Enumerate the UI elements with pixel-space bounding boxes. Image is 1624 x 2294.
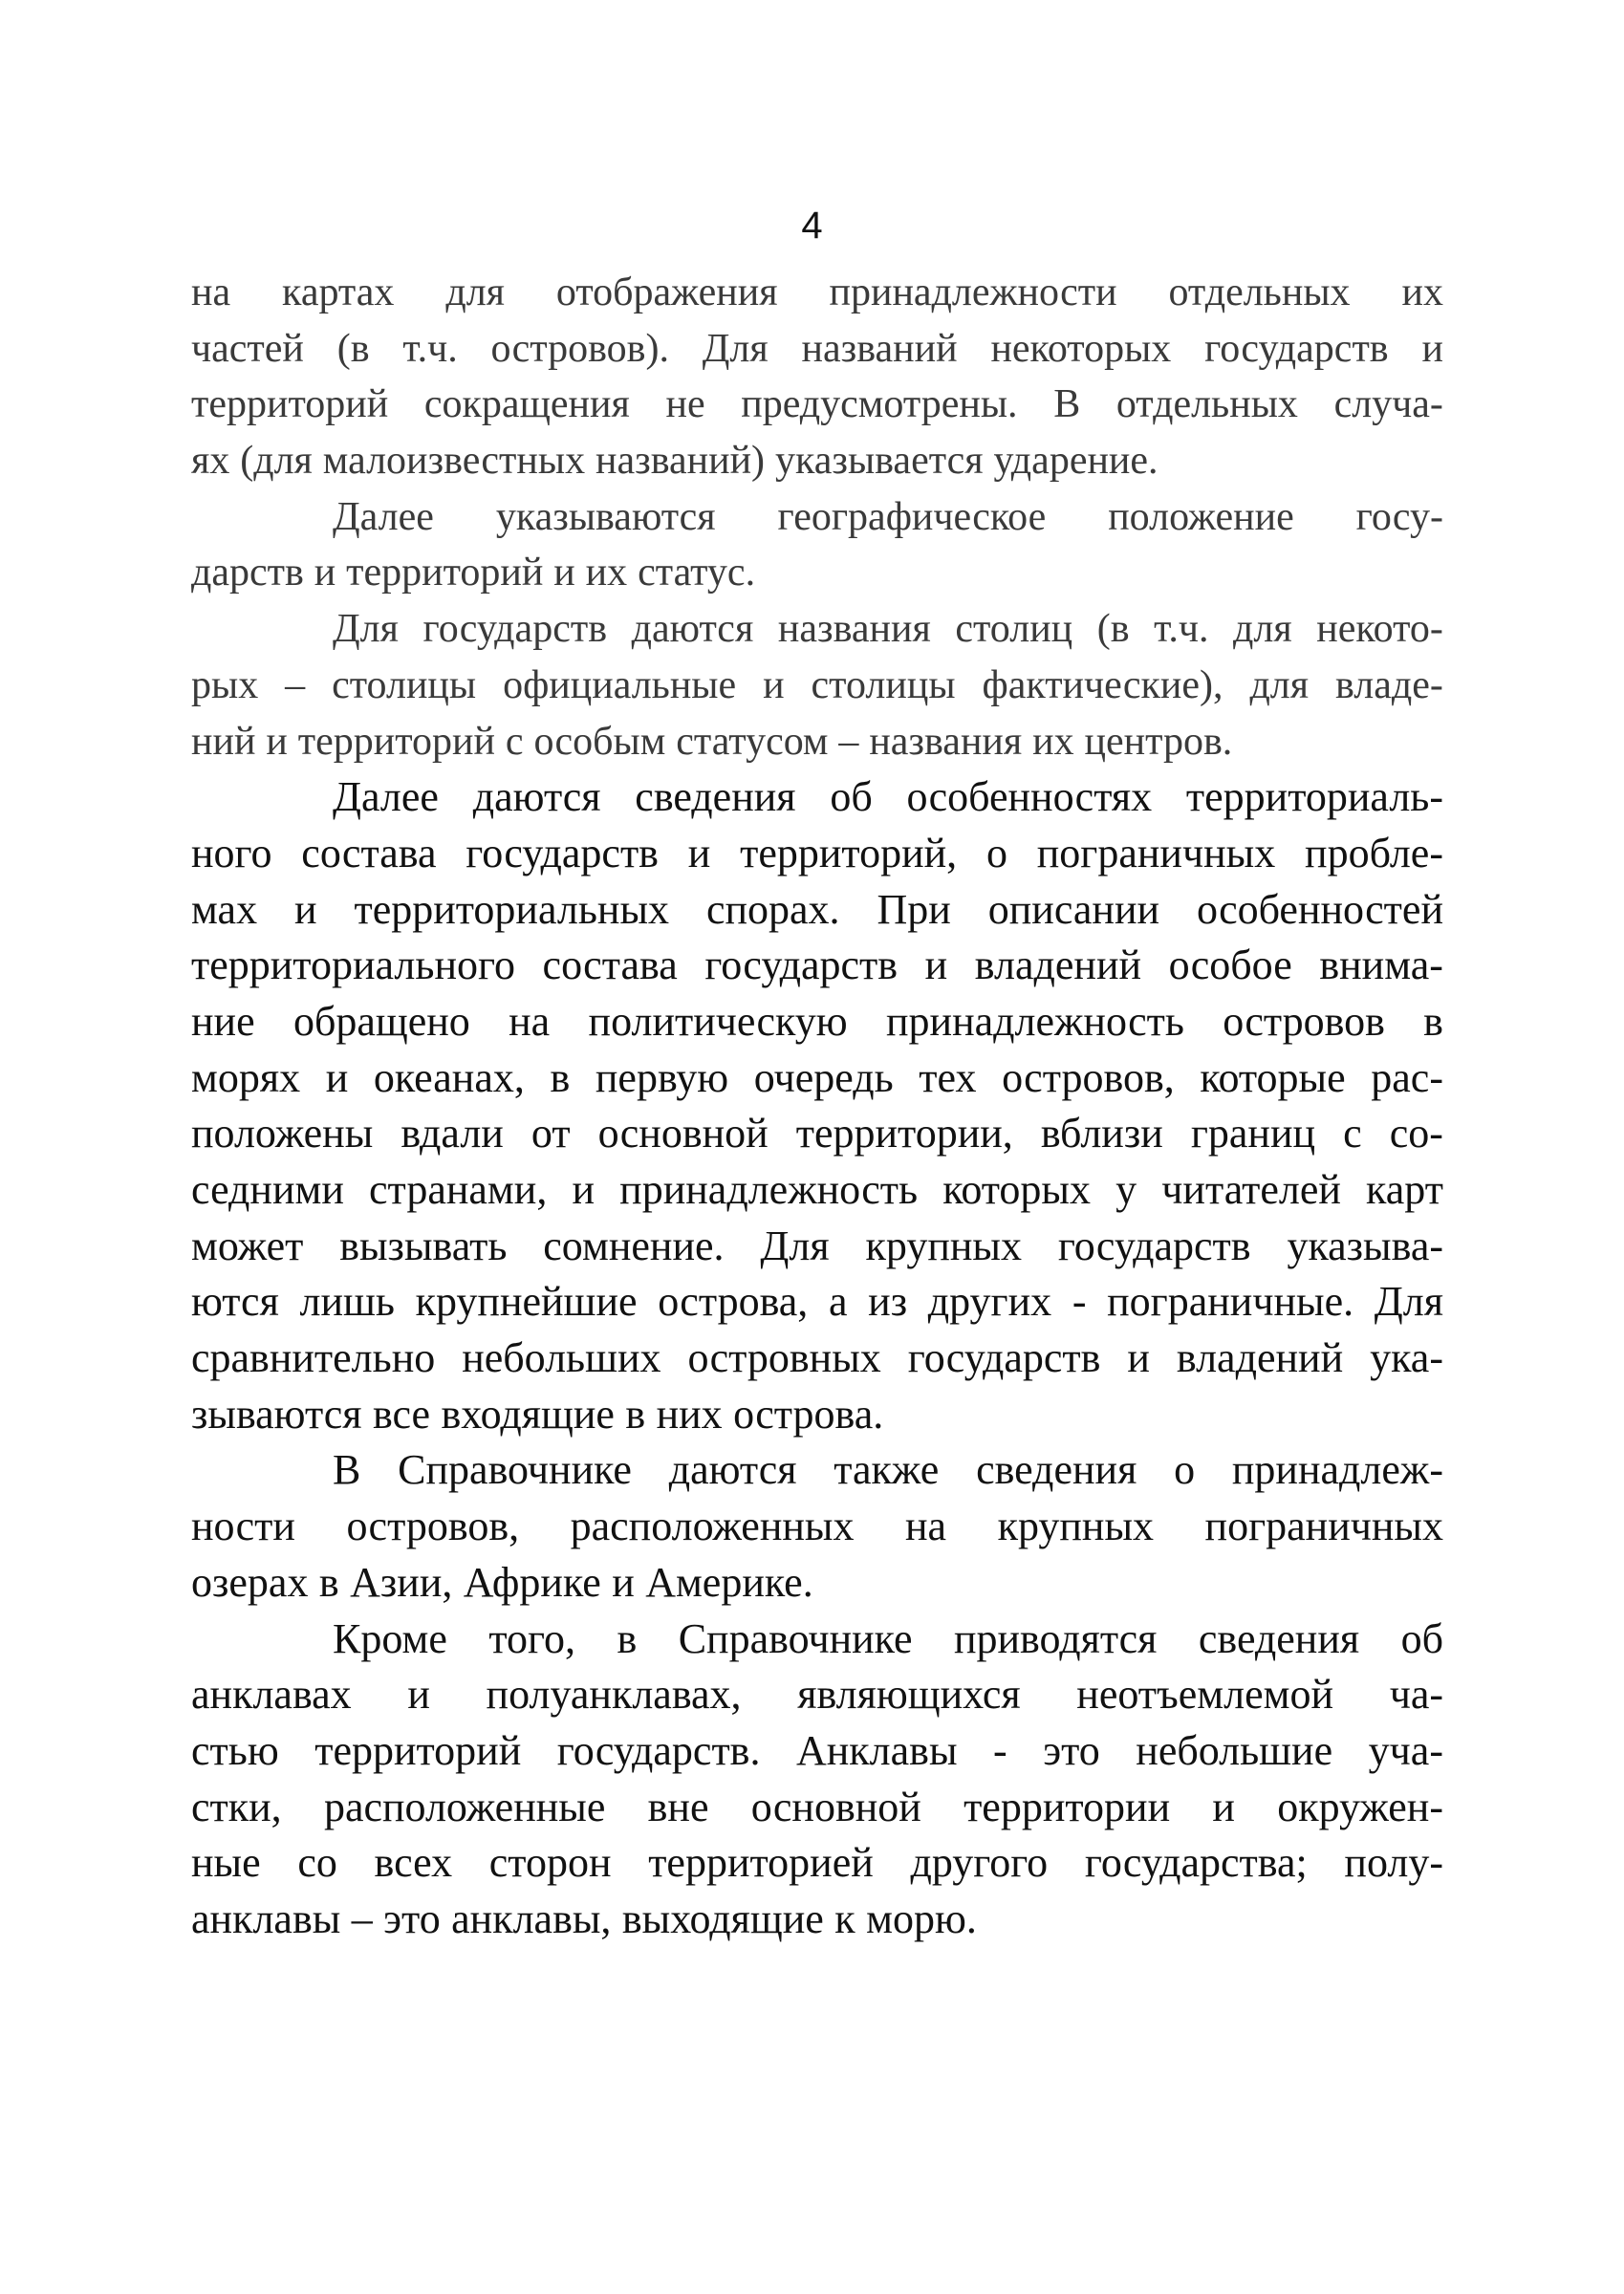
word: При xyxy=(877,885,951,933)
word: может xyxy=(191,1222,304,1269)
word: территорий, xyxy=(740,829,958,876)
word: в xyxy=(1423,997,1443,1045)
word: предусмотрены. xyxy=(741,382,1018,427)
text-line xyxy=(191,994,1443,1050)
word: небольшие xyxy=(1136,1726,1333,1774)
word: отдельных xyxy=(1168,271,1351,314)
text-line xyxy=(191,1612,1443,1668)
text-line xyxy=(191,545,1443,601)
word: Азии, xyxy=(350,1558,453,1606)
word: вне xyxy=(647,1783,709,1830)
word: отдельных xyxy=(1115,382,1298,427)
word: частей xyxy=(191,326,304,371)
word: морю. xyxy=(866,1894,977,1942)
word: входящие xyxy=(441,1390,615,1438)
word: Для xyxy=(702,326,769,371)
text-line xyxy=(191,1499,1443,1555)
text-line xyxy=(191,1555,1443,1612)
word: некоторых xyxy=(990,326,1172,371)
word: вдали xyxy=(401,1110,504,1158)
word: полуанклавах, xyxy=(486,1671,742,1719)
text-line xyxy=(191,433,1443,489)
word: неотъемлемой xyxy=(1076,1671,1334,1719)
text-line xyxy=(191,1835,1443,1892)
word: со xyxy=(297,1839,337,1887)
word: Для xyxy=(760,1222,830,1269)
word: особенностей xyxy=(1197,885,1443,933)
word: островов, xyxy=(1002,1053,1175,1101)
text-line xyxy=(191,882,1443,939)
word: ние xyxy=(191,997,255,1045)
word: расположенные xyxy=(323,1783,606,1830)
word: основной xyxy=(597,1110,769,1158)
word: ний xyxy=(191,719,256,764)
word: которых xyxy=(942,1166,1091,1213)
text-line xyxy=(191,601,1443,658)
word: территорий xyxy=(314,1726,522,1774)
word: положены xyxy=(191,1110,374,1158)
word: крупных xyxy=(865,1222,1022,1269)
word: ного xyxy=(191,829,272,876)
word: уча- xyxy=(1368,1726,1443,1774)
word: приводятся xyxy=(953,1614,1158,1662)
word: которые xyxy=(1200,1053,1346,1101)
word: стью xyxy=(191,1726,279,1774)
word: территорий xyxy=(191,382,389,427)
word: особое xyxy=(1168,941,1292,989)
text-line xyxy=(191,377,1443,433)
word: в xyxy=(617,1614,638,1662)
word: картах xyxy=(282,271,395,314)
word: пограничные. xyxy=(1107,1278,1354,1326)
word: территорией xyxy=(648,1839,874,1887)
word: Справочнике xyxy=(398,1446,632,1494)
word: и xyxy=(687,829,711,876)
word: пограничных xyxy=(1204,1503,1443,1550)
word: политическую xyxy=(588,997,848,1045)
word: Справочнике xyxy=(678,1614,913,1662)
word: это xyxy=(1043,1726,1100,1774)
word: всех xyxy=(374,1839,453,1887)
text-line xyxy=(191,938,1443,994)
word: в xyxy=(318,1558,339,1606)
text-line xyxy=(191,1050,1443,1107)
word: описании xyxy=(987,885,1160,933)
word: (в xyxy=(1096,607,1130,652)
word: стки, xyxy=(191,1783,282,1830)
word: центров. xyxy=(1084,719,1233,764)
word: сомнение. xyxy=(543,1222,725,1269)
text-line xyxy=(191,265,1443,321)
word: их xyxy=(1401,271,1443,314)
page-number: 4 xyxy=(801,205,823,247)
word: названий) xyxy=(595,439,766,484)
document-body xyxy=(191,265,1443,1948)
word: и xyxy=(325,1053,349,1101)
word: это xyxy=(383,1894,441,1942)
word: фактические), xyxy=(982,662,1223,707)
word: – xyxy=(351,1894,373,1942)
word: т.ч. xyxy=(402,326,458,371)
text-line xyxy=(191,658,1443,714)
word: с xyxy=(1343,1110,1362,1158)
word: и xyxy=(924,941,948,989)
word: состава xyxy=(301,829,437,876)
word: для xyxy=(1233,607,1292,652)
word: и xyxy=(1212,1783,1235,1830)
word: и xyxy=(572,1166,595,1213)
word: т.ч. xyxy=(1154,607,1209,652)
word: малоизвестных xyxy=(322,439,586,484)
word: территориальных xyxy=(354,885,670,933)
word: и xyxy=(553,551,575,595)
word: морях xyxy=(191,1053,301,1101)
word: островов xyxy=(1223,997,1385,1045)
word: даются xyxy=(668,1446,797,1494)
word: дарств xyxy=(191,551,304,595)
word: их xyxy=(1032,719,1074,764)
word: – xyxy=(838,719,859,764)
word: принадлеж- xyxy=(1231,1446,1443,1494)
word: статус. xyxy=(638,551,756,595)
word: Для xyxy=(333,607,399,652)
word: очередь xyxy=(753,1053,894,1101)
word: ударение. xyxy=(993,439,1158,484)
word: владе- xyxy=(1335,662,1443,707)
word: - xyxy=(993,1726,1007,1774)
word: Далее xyxy=(333,494,434,539)
word: спорах. xyxy=(705,885,840,933)
word: сведения xyxy=(635,773,796,821)
word: являющихся xyxy=(797,1671,1021,1719)
word: территории xyxy=(964,1783,1171,1830)
word: указыва- xyxy=(1287,1222,1443,1269)
word: океанах, xyxy=(373,1053,525,1101)
word: на xyxy=(191,271,231,314)
word: географическое xyxy=(777,494,1047,539)
word: в xyxy=(625,1390,646,1438)
word: со- xyxy=(1389,1110,1443,1158)
word: обращено xyxy=(292,997,470,1045)
word: особым xyxy=(533,719,666,764)
text-line xyxy=(191,1162,1443,1219)
word: вблизи xyxy=(1040,1110,1163,1158)
word: территориаль- xyxy=(1185,773,1443,821)
word: государства; xyxy=(1084,1839,1308,1887)
text-line xyxy=(191,1106,1443,1162)
word: других xyxy=(927,1278,1052,1326)
word: крупных xyxy=(997,1503,1155,1550)
word: рас- xyxy=(1371,1053,1443,1101)
word: В xyxy=(1053,382,1081,427)
word: Далее xyxy=(333,773,439,821)
word: государств xyxy=(1057,1222,1251,1269)
word: случа- xyxy=(1333,382,1443,427)
word: и xyxy=(294,885,317,933)
word: об xyxy=(830,773,873,821)
word: не xyxy=(665,382,705,427)
word: о xyxy=(985,829,1007,876)
word: (в xyxy=(336,326,370,371)
word: сторон xyxy=(488,1839,612,1887)
text-line xyxy=(191,769,1443,826)
word: некото- xyxy=(1316,607,1443,652)
word: пробле- xyxy=(1305,829,1443,876)
word: территориального xyxy=(191,941,515,989)
word: принадлежность xyxy=(885,997,1184,1045)
text-line xyxy=(191,1667,1443,1723)
word: островов, xyxy=(346,1503,520,1550)
word: зываются xyxy=(191,1390,362,1438)
text-line xyxy=(191,489,1443,546)
word: территории, xyxy=(795,1110,1013,1158)
word: Америке. xyxy=(645,1558,813,1606)
word: странами, xyxy=(369,1166,548,1213)
word: и xyxy=(314,551,336,595)
word: для xyxy=(445,271,505,314)
word: вызывать xyxy=(339,1222,508,1269)
word: владений xyxy=(1176,1334,1344,1382)
word: небольших xyxy=(462,1334,661,1382)
text-line xyxy=(191,714,1443,770)
word: и xyxy=(1127,1334,1150,1382)
word: состава xyxy=(542,941,678,989)
word: и xyxy=(407,1671,430,1719)
word: островных xyxy=(687,1334,881,1382)
word: государств xyxy=(704,941,899,989)
text-line xyxy=(191,321,1443,378)
word: другого xyxy=(910,1839,1049,1887)
word: столиц xyxy=(955,607,1073,652)
word: даются xyxy=(631,607,754,652)
word: карт xyxy=(1366,1166,1443,1213)
word: принадлежности xyxy=(829,271,1117,314)
text-line xyxy=(191,1442,1443,1499)
word: - xyxy=(1072,1278,1087,1326)
word: принадлежность xyxy=(619,1166,919,1213)
word: к xyxy=(834,1894,855,1942)
word: об xyxy=(1400,1614,1443,1662)
word: особенностях xyxy=(906,773,1153,821)
word: крупнейшие xyxy=(415,1278,638,1326)
text-line xyxy=(191,1892,1443,1948)
word: ука- xyxy=(1370,1334,1443,1382)
word: для xyxy=(1249,662,1310,707)
word: с xyxy=(505,719,524,764)
word: о xyxy=(1174,1446,1196,1494)
word: указывается xyxy=(774,439,984,484)
word: сведения xyxy=(1198,1614,1360,1662)
text-line xyxy=(191,1274,1443,1331)
text-line xyxy=(191,1780,1443,1836)
word: ные xyxy=(191,1839,261,1887)
word: озерах xyxy=(191,1558,309,1606)
word: а xyxy=(828,1278,848,1326)
word: названия xyxy=(777,607,931,652)
word: все xyxy=(372,1390,431,1438)
word: отображения xyxy=(555,271,778,314)
word: у xyxy=(1115,1166,1137,1213)
word: сокращения xyxy=(423,382,630,427)
text-line xyxy=(191,1219,1443,1275)
word: также xyxy=(834,1446,940,1494)
text-line xyxy=(191,1387,1443,1443)
word: в xyxy=(550,1053,571,1101)
word: тех xyxy=(919,1053,977,1101)
word: внима- xyxy=(1319,941,1443,989)
word: госу- xyxy=(1355,494,1443,539)
word: названия xyxy=(869,719,1023,764)
word: на xyxy=(905,1503,947,1550)
word: того, xyxy=(488,1614,575,1662)
word: острова. xyxy=(733,1390,884,1438)
word: (для xyxy=(240,439,313,484)
word: Кроме xyxy=(333,1614,447,1662)
word: и xyxy=(763,662,785,707)
word: расположенных xyxy=(570,1503,855,1550)
word: на xyxy=(509,997,551,1045)
text-line xyxy=(191,1331,1443,1387)
word: анклавы, xyxy=(451,1894,612,1942)
word: даются xyxy=(472,773,601,821)
word: рых xyxy=(191,662,259,707)
word: мах xyxy=(191,885,258,933)
word: седними xyxy=(191,1166,344,1213)
word: владений xyxy=(974,941,1142,989)
word: границ xyxy=(1190,1110,1316,1158)
word: Африке xyxy=(463,1558,601,1606)
word: лишь xyxy=(299,1278,395,1326)
word: государств xyxy=(1204,326,1389,371)
text-line xyxy=(191,826,1443,882)
word: территорий xyxy=(297,719,495,764)
word: государств xyxy=(907,1334,1101,1382)
word: положение xyxy=(1108,494,1294,539)
word: столицы xyxy=(332,662,477,707)
word: островов). xyxy=(490,326,669,371)
word: территорий xyxy=(346,551,544,595)
word: официальные xyxy=(503,662,737,707)
word: ях xyxy=(191,439,230,484)
word: них xyxy=(656,1390,723,1438)
word: названий xyxy=(801,326,958,371)
word: столицы xyxy=(811,662,956,707)
word: ча- xyxy=(1389,1671,1443,1719)
word: анклавы xyxy=(191,1894,341,1942)
word: из xyxy=(868,1278,908,1326)
word: читателей xyxy=(1161,1166,1341,1213)
word: анклавах xyxy=(191,1671,352,1719)
word: основной xyxy=(750,1783,921,1830)
word: и xyxy=(1421,326,1443,371)
word: указываются xyxy=(495,494,716,539)
word: выходящие xyxy=(621,1894,824,1942)
text-line xyxy=(191,1723,1443,1780)
word: государств xyxy=(466,829,659,876)
word: окружен- xyxy=(1277,1783,1443,1830)
word: статусом xyxy=(676,719,829,764)
word: государств xyxy=(422,607,608,652)
word: – xyxy=(285,662,306,707)
word: сведения xyxy=(976,1446,1137,1494)
word: ности xyxy=(191,1503,295,1550)
word: и xyxy=(266,719,288,764)
word: Анклавы xyxy=(795,1726,958,1774)
word: В xyxy=(333,1446,361,1494)
word: ются xyxy=(191,1278,279,1326)
word: и xyxy=(612,1558,635,1606)
word: первую xyxy=(595,1053,729,1101)
word: государств. xyxy=(556,1726,761,1774)
word: от xyxy=(531,1110,571,1158)
word: острова, xyxy=(658,1278,809,1326)
word: Для xyxy=(1374,1278,1443,1326)
word: полу- xyxy=(1344,1839,1443,1887)
word: сравнительно xyxy=(191,1334,436,1382)
word: пограничных xyxy=(1036,829,1276,876)
word: их xyxy=(585,551,628,595)
